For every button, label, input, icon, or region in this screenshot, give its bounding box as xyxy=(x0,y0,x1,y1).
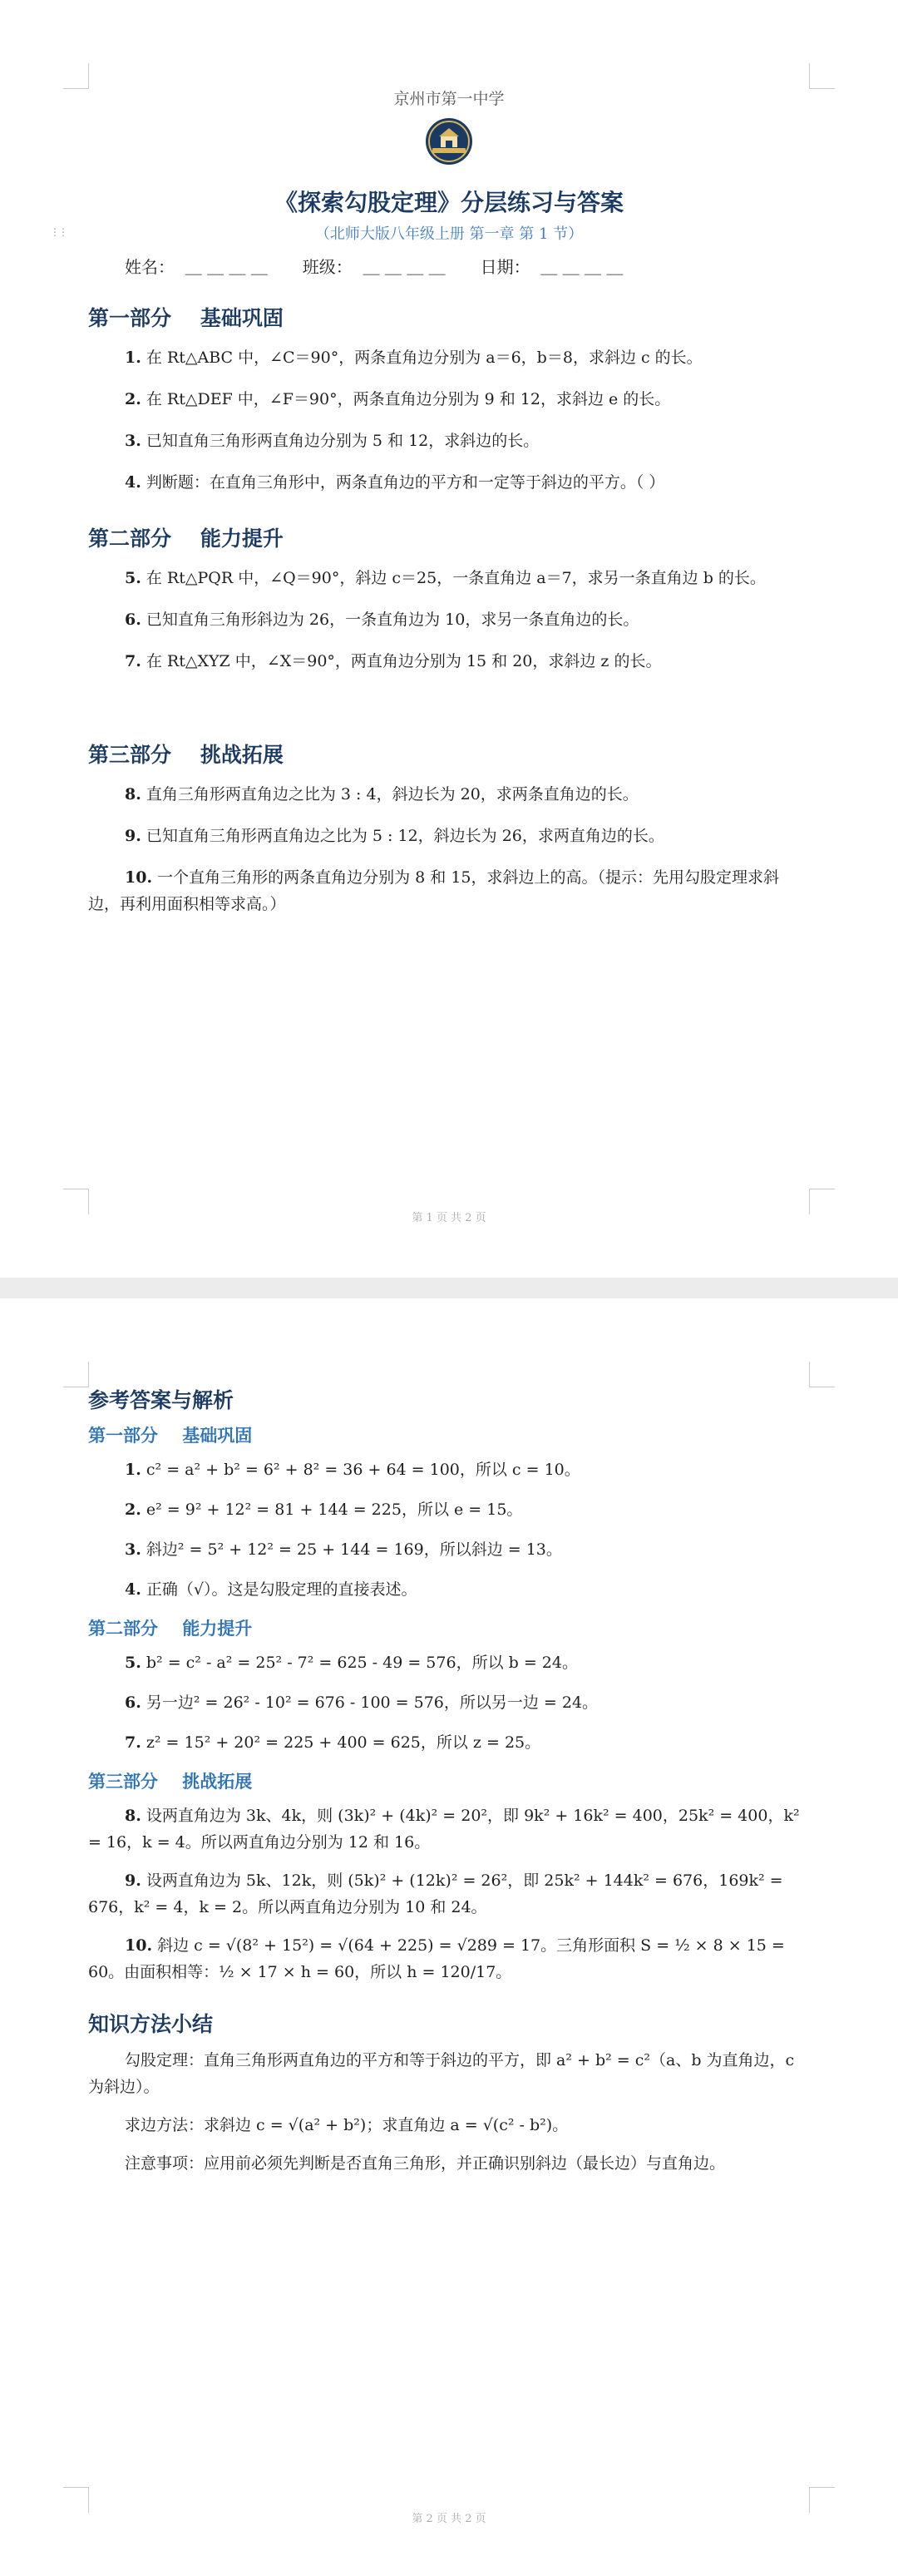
answer-item: 4. 正确（√）。这是勾股定理的直接表述。 xyxy=(125,1580,417,1599)
crop-mark xyxy=(63,1362,89,1387)
answer-part-heading: 第三部分 挑战拓展 xyxy=(88,1772,253,1792)
date-field: 日期： ＿ ＿ ＿ ＿ xyxy=(480,257,624,277)
answer-item: 1. c² = a² + b² = 6² + 8² = 36 + 64 = 100，所以 c = 10。 xyxy=(125,1461,580,1479)
question: 5. 在 Rt△PQR 中，∠Q＝90°，斜边 c＝25，一条直角边 a＝7，求另一条直角边 b 的长。 xyxy=(125,569,766,587)
question: 8. 直角三角形两直角边之比为 3 : 4，斜边长为 20，求两条直角边的长。 xyxy=(125,785,639,803)
question: 10. 一个直角三角形的两条直角边分别为 8 和 15，求斜边上的高。（提示：先用勾股定理求斜边，再利用面积相等求高。） xyxy=(88,868,779,913)
answer-item: 3. 斜边² = 5² + 12² = 25 + 144 = 169，所以斜边 = 13。 xyxy=(125,1540,562,1559)
page-footer: 第 2 页 共 2 页 xyxy=(412,2513,486,2525)
part2-section xyxy=(88,525,808,690)
summary-paragraph: 求边方法：求斜边 c = √(a² + b²)；求直角边 a = √(c² - b²)。 xyxy=(125,2116,569,2134)
question: 6. 已知直角三角形斜边为 26，一条直角边为 10，求另一条直角边的长。 xyxy=(125,611,639,629)
school-emblem-icon xyxy=(424,116,474,166)
section-heading: 第一部分 基础巩固 xyxy=(88,306,284,330)
answer-item: 7. z² = 15² + 20² = 225 + 400 = 625，所以 z = 25。 xyxy=(125,1733,541,1752)
question: 1. 在 Rt△ABC 中，∠C＝90°，两条直角边分别为 a＝6，b＝8，求斜边 c 的长。 xyxy=(125,349,703,367)
name-field: 姓名： ＿ ＿ ＿ ＿ xyxy=(125,257,268,277)
page-2 xyxy=(0,1298,898,2576)
question: 9. 已知直角三角形两直角边之比为 5 : 12，斜边长为 26，求两直角边的长。 xyxy=(125,827,664,845)
answer-item: 8. 设两直角边为 3k、4k，则 (3k)² + (4k)² = 20²，即 9k² + 16k² = 400，25k² = 400，k² = 16，k = 4。所以两直角边分别为 12 和 16。 xyxy=(88,1807,800,1852)
section-heading: 第三部分 挑战拓展 xyxy=(88,743,284,767)
part1-section xyxy=(88,304,808,511)
answer-item: 6. 另一边² = 26² - 10² = 676 - 100 = 576，所以另一边 = 24。 xyxy=(125,1693,599,1712)
question: 3. 已知直角三角形两直角边分别为 5 和 12，求斜边的长。 xyxy=(125,432,540,450)
answers-section xyxy=(88,1387,808,2188)
question: 4. 判断题：在直角三角形中，两条直角边的平方和一定等于斜边的平方。（ ） xyxy=(125,473,665,492)
question: 2. 在 Rt△DEF 中，∠F＝90°，两条直角边分别为 9 和 12，求斜边 e 的长。 xyxy=(125,390,671,408)
document-subtitle: （北师大版八年级上册 第一章 第 1 节） xyxy=(314,225,584,243)
section-heading: 第二部分 能力提升 xyxy=(88,527,284,551)
answer-item: 5. b² = c² - a² = 25² - 7² = 625 - 49 = 576，所以 b = 24。 xyxy=(125,1654,578,1672)
drag-handle-icon[interactable]: ⋮⋮ xyxy=(50,226,67,238)
question: 7. 在 Rt△XYZ 中，∠X＝90°，两直角边分别为 15 和 20，求斜边 z 的长。 xyxy=(125,652,662,670)
crop-mark xyxy=(809,1362,835,1387)
student-info-row xyxy=(125,254,658,278)
answer-item: 9. 设两直角边为 5k、12k，则 (5k)² + (12k)² = 26²，即 25k² + 144k² = 676，169k² = 676，k² = 4，k = 2。所以两直角边分别为 10 和 24。 xyxy=(88,1871,783,1916)
school-name: 京州市第一中学 xyxy=(393,90,505,108)
class-field: 班级： ＿ ＿ ＿ ＿ xyxy=(302,257,446,277)
answers-heading: 参考答案与解析 xyxy=(88,1388,234,1412)
part3-section xyxy=(88,741,808,932)
crop-mark xyxy=(63,63,89,89)
page-footer: 第 1 页 共 2 页 xyxy=(412,1212,486,1224)
answer-part-heading: 第二部分 能力提升 xyxy=(88,1619,253,1639)
document-title: 《探索勾股定理》分层练习与答案 xyxy=(274,189,624,216)
page-1 xyxy=(0,0,898,1278)
summary-heading: 知识方法小结 xyxy=(88,2012,214,2036)
summary-paragraph: 勾股定理：直角三角形两直角边的平方和等于斜边的平方，即 a² + b² = c²（a、b 为直角边，c 为斜边）。 xyxy=(88,2051,795,2096)
crop-mark xyxy=(809,63,835,89)
answer-item: 2. e² = 9² + 12² = 81 + 144 = 225，所以 e = 15。 xyxy=(125,1501,523,1519)
answer-item: 10. 斜边 c = √(8² + 15²) = √(64 + 225) = √289 = 17。三角形面积 S = ½ × 8 × 15 = 60。由面积相等：½ × 17 × h = 60，所以 h = 120/17。 xyxy=(88,1936,785,1981)
answer-part-heading: 第一部分 基础巩固 xyxy=(88,1426,253,1446)
summary-paragraph: 注意事项：应用前必须先判断是否直角三角形，并正确识别斜边（最长边）与直角边。 xyxy=(125,2154,726,2173)
